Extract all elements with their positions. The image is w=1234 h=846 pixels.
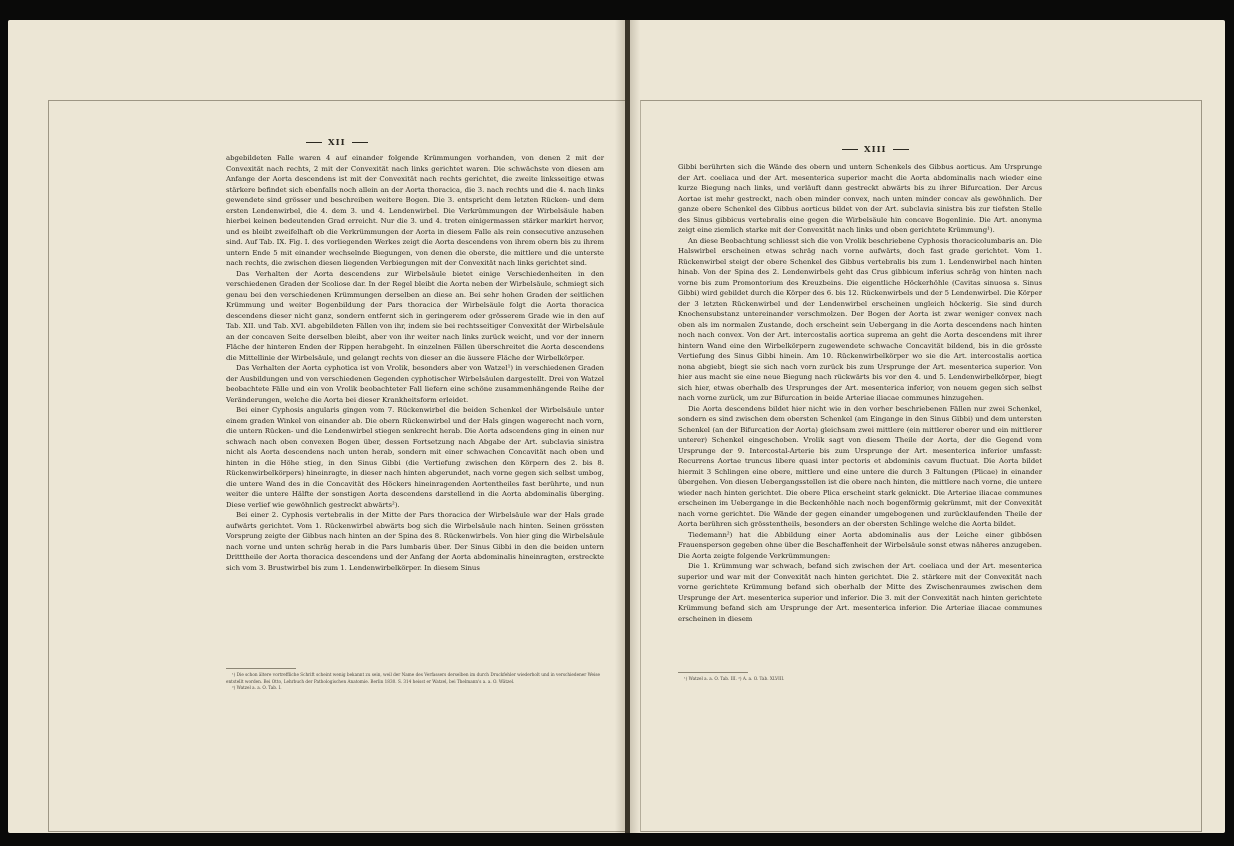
page-number-rule (352, 142, 368, 143)
paragraph: Die 1. Krümmung war schwach, befand sich zwischen der Art. coeliaca und der Art. mesenterica superior und war mit der Convexität nach hinten gerichtet. Die 2. stärkere mit der Convexität nach vorne gerichtete Krümmung befand sich oberhalb der Mitte des Zwischenraumes zwischen dem Ursprunge der Art. mesenterica superior und inferior. Die 3. mit der Convexität nach hinten gerichtete Krümmung befand sich am Ursprunge der Art. mesenterica inferior. Die Arteriae iliacae communes erscheinen in diesem (678, 562, 1042, 623)
right-page-body (678, 162, 1042, 624)
footnote: ²) Watzel a. a. O. Tab. I. (232, 685, 282, 691)
left-page (8, 20, 625, 833)
paragraph: Das Verhalten der Aorta cyphotica ist von Vrolik, besonders aber von Watzel¹) in verschiedenen Graden der Ausbildungen und von verschiedenen Gegenden cyphotischer Wirbelsäulen dargestellt. Drei von Watzel beobachtete Fälle und ein von Vrolik beobachteter Fall liefern eine schöne zusammenhängende Reihe der Veränderungen, welche die Aorta bei dieser Krankheitsform erleidet. (226, 364, 604, 404)
left-page-number (300, 138, 374, 148)
right-page (630, 20, 1225, 833)
page-number-rule (893, 149, 909, 150)
right-page-footnotes (678, 672, 1042, 683)
paragraph: Gibbi berührten sich die Wände des obern und untern Schenkels des Gibbus aorticus. Am Ursprunge der Art. coeliaca und der Art. mesenterica superior macht die Aorta abdominalis nach wieder eine kurze Biegung nach links, und verläuft dann gestreckt abwärts bis zu ihrer Bifurcation. Der Arcus Aortae ist mehr gestreckt, nach oben minder convex, nach unten minder concav als gewöhnlich. Der ganze obere Schenkel des Gibbus aorticus bildet von der Art. subclavia sinistra bis zur tiefsten Stelle des Sinus gibbicus vertebralis eine gegen die Wirbelsäule hin concave Bogenlinie. Die Art. anonyma zeigt eine ziemlich starke mit der Convexität nach links und oben gerichtete Krümmung¹). (678, 163, 1042, 234)
page-number-rule (842, 149, 858, 150)
paragraph: Bei einer Cyphosis angularis gingen vom 7. Rückenwirbel die beiden Schenkel der Wirbelsäule unter einem graden Winkel von einander ab. Die obern Rückenwirbel und der Hals gingen wagerecht nach vorn, die untern Rücken- und die Lendenwirbel stiegen senkrecht herab. Die Aorta adscendens ging in einen nur schwach nach oben convexen Bogen über, dessen Fortsetzung nach Abgabe der Art. subclavia sinistra nicht als Aorta descendens nach unten herab, sondern mit einer schwachen Concavität nach oben und hinten in die Höhe stieg, in den Sinus Gibbi (die Vertiefung zwischen den Körpern des 2. bis 8. Rückenwirbelkörpers) hineinragte, in dieser nach hinten abgerundet, nach vorne gegen sich selbst umbog, die untere Wand des in die Concavität des Höckers hineinragenden Aortentheiles fast berührte, und nun weiter die untere Hälfte der sonstigen Aorta descendens darstellend in die Aorta abdominalis überging. Diese verlief wie gewöhnlich gestreckt abwärts²). (226, 406, 604, 509)
footnote-rule (678, 672, 748, 673)
left-page-number-label: XII (328, 138, 346, 148)
footnote: ¹) Watzel a. a. O. Tab. III. ²) A. a. O. Tab. XLVIII. (684, 676, 785, 681)
left-page-body (226, 153, 604, 573)
right-page-number-label: XIII (864, 145, 887, 155)
right-page-number (836, 145, 915, 155)
paragraph: Tiedemann²) hat die Abbildung einer Aorta abdominalis aus der Leiche einer gibbösen Frauensperson gegeben ohne über die Beschaffenheit der Wirbelsäule sonst etwas näheres anzugeben. Die Aorta zeigte folgende Verkrümmungen: (678, 530, 1042, 560)
footnote-rule (226, 668, 296, 669)
paragraph: Bei einer 2. Cyphosis vertebralis in der Mitte der Pars thoracica der Wirbelsäule war der Hals grade aufwärts gerichtet. Vom 1. Rückenwirbel abwärts bog sich die Wirbelsäule nach hinten. Seinen grössten Vorsprung zeigte der Gibbus nach hinten an der Spina des 8. Rückenwirbels. Von hier ging die Wirbelsäule nach vorne und unten schräg herab in die Pars lumbaris über. Der Sinus Gibbi in den die beiden untern Dritttheile der Aorta thoracica descendens und der Anfang der Aorta abdominalis hineinragten, erstreckte sich vom 3. Brustwirbel bis zum 1. Lendenwirbelkörper. In diesem Sinus (226, 511, 604, 572)
paragraph: Die Aorta descendens bildet hier nicht wie in den vorher beschriebenen Fällen nur zwei Schenkel, sondern es sind zwischen dem obersten Schenkel (am Eingange in den Sinus Gibbi) und dem untersten Schenkel (an der Bifurcation der Aorta) gleichsam zwei mittlere (ein mittlerer oberer und ein mittlerer unterer) Schenkel eingeschoben. Vrolik sagt von diesem Theile der Aorta, der die Gegend vom Ursprunge der 9. Intercostal-Arterie bis zum Ursprunge der Art. mesenterica inferior umfasst: Recurrens Aortae truncus libere quasi inter pectoris et abdominis cavum fluctuat. Die Aorta bildet hiermit 3 Schlingen eine obere, mittlere und eine untere die durch 3 Faltungen (Plicae) in einander übergehen. Von diesen Uebergangsstellen ist die obere nach hinten, die mittlere nach vorne, die untere wieder nach hinten gerichtet. Die obere Plica erscheint stark geknickt. Die Arteriae iliacae communes erscheinen im Uebergange in die Beckenhöhle nach noch bogenförmig gekrümmt, mit der Convexität nach vorne gerichtet. Die Wände der gegen einander umgebogenen und zurücklaufenden Theile der Aorta berühren sich grösstentheils, besonders an der obersten Schlinge welche die Aorta bildet. (678, 404, 1042, 528)
page-number-rule (306, 142, 322, 143)
footnote: ¹) Die schon ältere vortreffliche Schrift scheint wenig bekannt zu sein, weil der Name des Verfassers derselben im durch Druckfehler wiederholt und in verschiedener Weise entstellt worden. Bei Otto, Lehrbuch der Pathologischen Anatomie. Berlin 1830. S. 314 heisst er Watzel, bei Thelmann's a. a. O. Wätzel. (226, 672, 600, 684)
paragraph: An diese Beobachtung schliesst sich die von Vrolik beschriebene Cyphosis thoracicolumbaris an. Die Halswirbel erscheinen etwas schräg nach vorne aufwärts, doch fast grade gerichtet. Vom 1. Rückenwirbel steigt der obere Schenkel des Gibbus vertebralis bis zum 1. Lendenwirbel nach hinten hinab. Von der Spina des 2. Lendenwirbels geht das Crus gibbicum inferius schräg von hinten nach vorne bis zum Promontorium des Kreuzbeins. Die eigentliche Höckerhöhle (Cavitas sinuosa s. Sinus Gibbi) wird gebildet durch die Körper des 6. bis 12. Rückenwirbels und der 5 Lendenwirbel. Die Körper der 3 letzten Rückenwirbel und der Lendenwirbel erscheinen ungleich höckerig. Sie sind durch Knochensubstanz untereinander verschmolzen. Der Bogen der Aorta ist zwar weniger convex nach oben als im normalen Zustande, doch erscheint sein Uebergang in die Aorta descendens nach hinten noch nach convex. Von der Art. intercostalis aortica suprema an geht die Aorta descendens mit ihrer hintern Wand eine den Wirbelkörpern zugewendete schwache Concavität bildend, bis in die grösste Vertiefung des Sinus Gibbi hinein. Am 10. Rückenwirbelkörper wo sie die Art. intercostalis aortica nona abgiebt, biegt sie sich nach vorn zurück bis zum Ursprunge der Art. mesenterica superior. Von hier aus macht sie eine neue Biegung nach rückwärts bis vor den 4. und 5. Lendenwirbelkörper, biegt sich hier, etwas oberhalb des Ursprunges der Art. mesenterica inferior, von neuem gegen sich selbst nach vorne zurück, um zur Bifurcation in beide Arteriae iliacae communes hinzugehen. (678, 236, 1042, 402)
paragraph: Das Verhalten der Aorta descendens zur Wirbelsäule bietet einige Verschiedenheiten in den verschiedenen Graden der Scoliose dar. In der Regel bleibt die Aorta neben der Wirbelsäule, schmiegt sich genau bei den verschiedenen Krümmungen derselben an diese an. Bei sehr hohen Graden der seitlichen Krümmung und weiter Bogenbildung der Pars thoracica der Wirbelsäule folgt die Aorta thoracica descendens dieser nicht ganz, sondern entfernt sich in geringerem oder grösserem Grade wie in den auf Tab. XII. und Tab. XVI. abgebildeten Fällen von ihr, indem sie bei rechtsseitiger Convexität der Wirbelsäule an der concaven Seite derselben bleibt, aber von ihr weiter nach links zurück weicht, und vor der innern Fläche der hinteren Enden der Rippen herabgeht. In einzelnen Fällen überschreitet die Aorta descendens die Mittellinie der Wirbelsäule, und gelangt rechts von dieser an die äussere Fläche der Wirbelkörper. (226, 269, 604, 362)
left-page-footnotes (226, 668, 604, 692)
paragraph: abgebildeten Falle waren 4 auf einander folgende Krümmungen vorhanden, von denen 2 mit der Convexität nach rechts, 2 mit der Convexität nach links gerichtet waren. Die schwächste von diesen am Anfange der Aorta descendens ist mit der Convexität nach rechts gerichtet, die zweite linksseitige etwas stärkere befindet sich ebenfalls noch allein an der Aorta thoracica, die 3. nach rechts und die 4. nach links gewendete sind grösser und beschreiben weitere Bogen. Die 3. entspricht dem letzten Rücken- und dem ersten Lendenwirbel, die 4. dem 3. und 4. Lendenwirbel. Die Verkrümmungen der Wirbelsäule haben hierbei keinen bedeutenden Grad erreicht. Nur die 3. und 4. treten einigermassen stärker markirt hervor, und es bleibt zweifelhaft ob die Verkrümmungen der Aorta in diesem Falle als rein consecutive anzusehen sind. Auf Tab. IX. Fig. I. des vorliegenden Werkes zeigt die Aorta descendens von ihrem obern bis zu ihrem untern Ende 5 mit einander wechselnde Biegungen, von denen die oberste, die mittlere und die unterste nach rechts, die zwischen diesen liegenden Verbiegungen mit der Convexität nach links gerichtet sind. (226, 154, 604, 267)
